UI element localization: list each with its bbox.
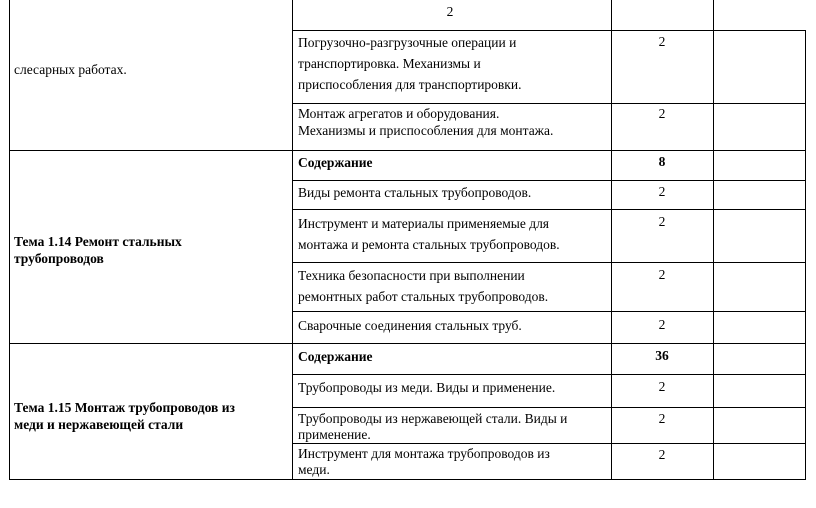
topic-title: трубопроводов <box>14 251 104 266</box>
content-line: Техника безопасности при выполнении <box>298 268 525 283</box>
content-hours: 8 <box>658 154 666 169</box>
row-line-2 <box>292 103 806 104</box>
row-line-4 <box>292 209 806 210</box>
table-border-right <box>805 30 806 479</box>
topic-title: Тема 1.14 Ремонт стальных <box>14 234 182 249</box>
hours-cell: 2 <box>658 106 666 121</box>
content-line: Монтаж агрегатов и оборудования. <box>298 106 500 121</box>
hours-cell: 2 <box>658 267 666 282</box>
content-line: монтажа и ремонта стальных трубопроводов. <box>298 237 560 252</box>
content-line: ремонтных работ стальных трубопроводов. <box>298 289 549 304</box>
content-line: Инструмент для монтажа трубопроводов из <box>298 446 550 461</box>
content-line: Инструмент и материалы применяемые для <box>298 216 550 231</box>
hours-cell-top: 2 <box>446 4 454 19</box>
hours-cell: 2 <box>658 411 666 426</box>
hours-cell: 2 <box>658 184 666 199</box>
topic-cell-text: слесарных работах. <box>14 62 127 77</box>
content-line: Виды ремонта стальных трубопроводов. <box>298 185 532 200</box>
topic-title: меди и нержавеющей стали <box>14 417 184 432</box>
content-line: Трубопроводы из меди. Виды и применение. <box>298 380 556 395</box>
table-border-bottom <box>9 479 806 480</box>
topic-title: Тема 1.15 Монтаж трубопроводов из <box>14 400 235 415</box>
content-header: Содержание <box>298 155 373 170</box>
section-line-1 <box>9 150 806 151</box>
content-line: Сварочные соединения стальных труб. <box>298 318 522 333</box>
content-line: Трубопроводы из нержавеющей стали. Виды и <box>298 411 568 426</box>
content-header: Содержание <box>298 349 373 364</box>
content-line: применение. <box>298 427 371 442</box>
content-line: транспортировка. Механизмы и <box>298 56 481 71</box>
content-line: меди. <box>298 462 330 477</box>
table-border-left <box>9 0 10 479</box>
row-line-1 <box>292 30 806 31</box>
content-line: Механизмы и приспособления для монтажа. <box>298 123 554 138</box>
row-line-6 <box>292 311 806 312</box>
section-line-2 <box>9 343 806 344</box>
row-line-3 <box>292 180 806 181</box>
hours-cell: 2 <box>658 447 666 462</box>
row-line-8 <box>292 407 806 408</box>
hours-cell: 2 <box>658 34 666 49</box>
content-line: Погрузочно-разгрузочные операции и <box>298 35 517 50</box>
content-hours: 36 <box>655 348 669 363</box>
hours-cell: 2 <box>658 317 666 332</box>
hours-cell: 2 <box>658 379 666 394</box>
hours-cell: 2 <box>658 214 666 229</box>
row-line-5 <box>292 262 806 263</box>
content-line: приспособления для транспортировки. <box>298 77 522 92</box>
row-line-7 <box>292 374 806 375</box>
